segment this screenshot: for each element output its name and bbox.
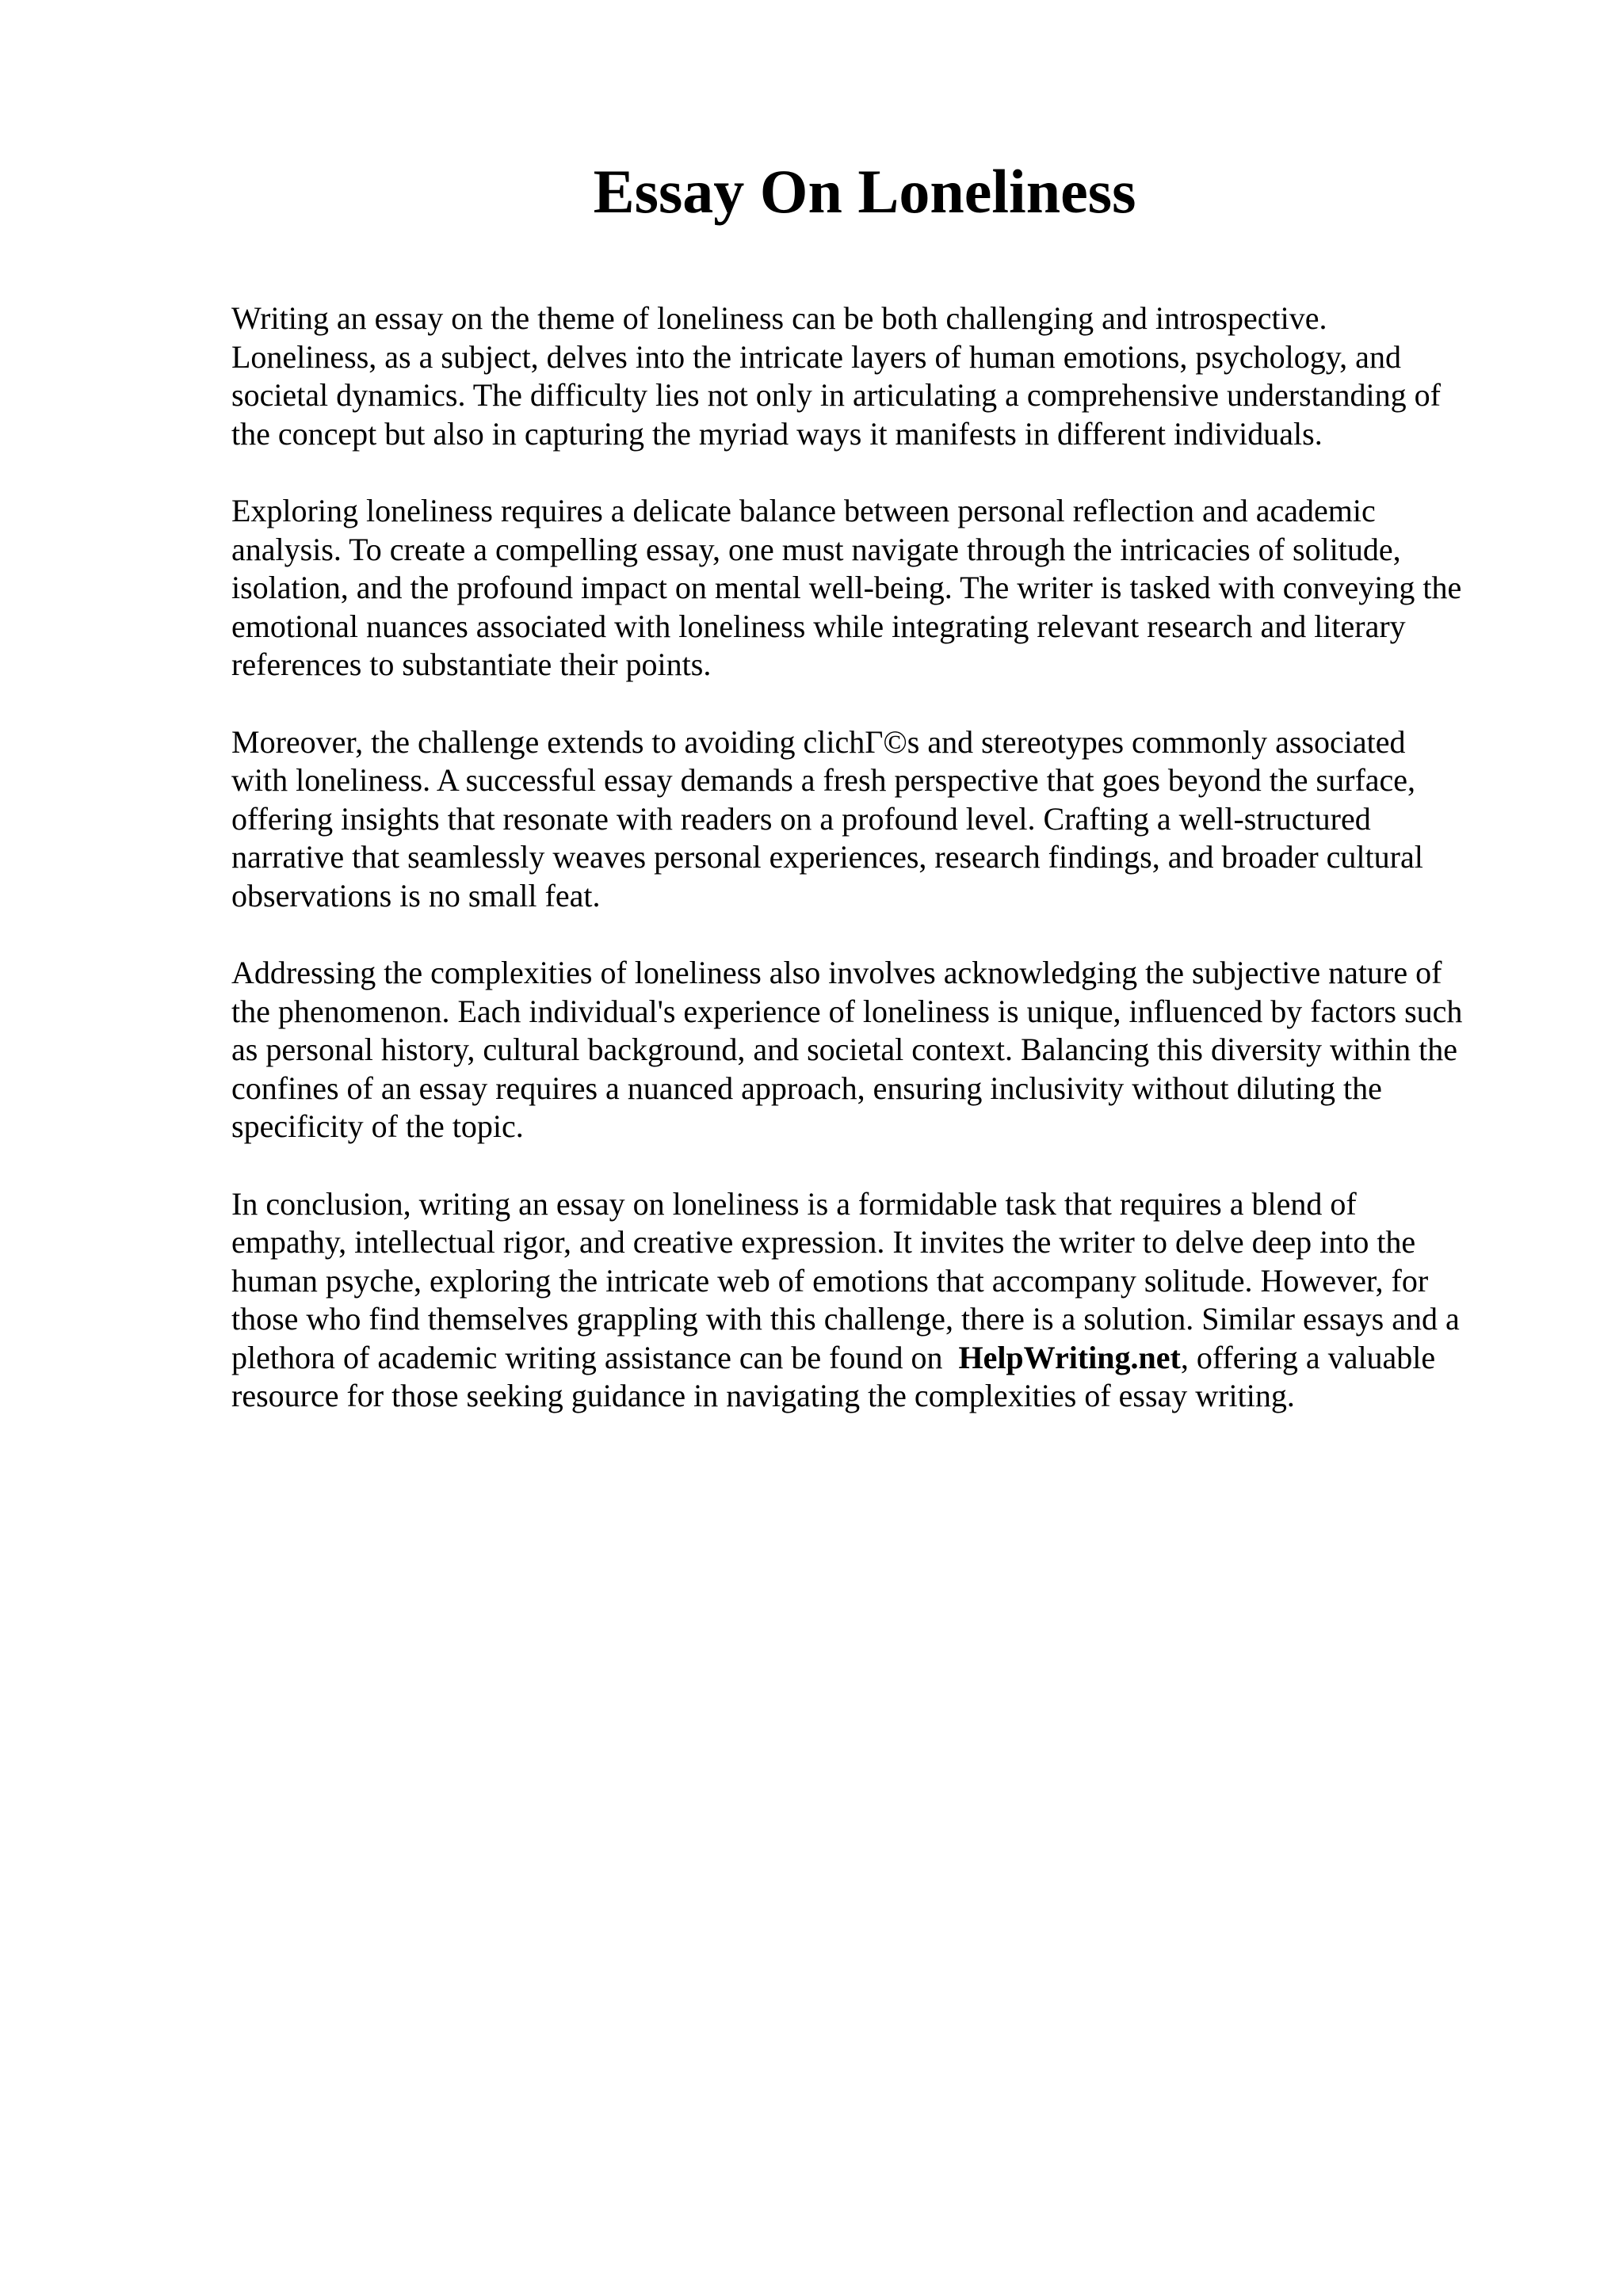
link-trail-text: , offering a valuable (1180, 1339, 1436, 1375)
text-line: narrative that seamlessly weaves personal experiences, research findings, and broader cultural (231, 839, 1423, 875)
helpwriting-link[interactable]: HelpWriting.net (958, 1339, 1181, 1375)
paragraph-1 (231, 299, 1515, 453)
text-line: Writing an essay on the theme of loneliness can be both challenging and introspective. (231, 300, 1327, 336)
text-line: the phenomenon. Each individual's experience of loneliness is unique, influenced by factors such (231, 993, 1463, 1029)
text-line: Addressing the complexities of loneliness also involves acknowledging the subjective nature of (231, 955, 1442, 990)
text-line: confines of an essay requires a nuanced approach, ensuring inclusivity without diluting the (231, 1070, 1382, 1106)
text-line: emotional nuances associated with loneliness while integrating relevant research and literary (231, 608, 1406, 644)
text-line: In conclusion, writing an essay on loneliness is a formidable task that requires a blend of (231, 1185, 1357, 1222)
text-line: isolation, and the profound impact on mental well-being. The writer is tasked with conveying the (231, 570, 1462, 605)
paragraph-conclusion (231, 1185, 1515, 1416)
text-line: references to substantiate their points. (231, 646, 712, 682)
text-line: Loneliness, as a subject, delves into the intricate layers of human emotions, psychology, and (231, 338, 1401, 375)
text-line: observations is no small feat. (231, 877, 601, 913)
text-line: offering insights that resonate with readers on a profound level. Crafting a well-structured (231, 800, 1371, 837)
paragraph-3 (231, 723, 1515, 916)
text-line: human psyche, exploring the intricate web of emotions that accompany solitude. However, for (231, 1262, 1429, 1299)
text-line: as personal history, cultural background, and societal context. Balancing this diversity within the (231, 1032, 1458, 1067)
text-line: empathy, intellectual rigor, and creative expression. It invites the writer to delve deep into the (231, 1224, 1416, 1260)
paragraph-4 (231, 954, 1515, 1146)
link-lead-text: plethora of academic writing assistance can be found on (231, 1339, 951, 1375)
text-line: specificity of the topic. (231, 1108, 524, 1144)
text-line: Exploring loneliness requires a delicate balance between personal reflection and academic (231, 493, 1376, 528)
text-line: societal dynamics. The difficulty lies not only in articulating a comprehensive understanding of (231, 377, 1441, 413)
text-line: resource for those seeking guidance in navigating the complexities of essay writing. (231, 1378, 1295, 1413)
text-line: Moreover, the challenge extends to avoiding clichΓ©s and stereotypes commonly associated (231, 723, 1406, 760)
text-line: analysis. To create a compelling essay, one must navigate through the intricacies of solitude, (231, 531, 1401, 567)
text-line: the concept but also in capturing the myriad ways it manifests in different individuals. (231, 415, 1323, 452)
paragraph-2 (231, 492, 1515, 685)
page-title: Essay On Loneliness (593, 157, 1136, 226)
text-line-with-link (231, 1339, 1515, 1378)
essay-body (231, 299, 1515, 1455)
text-line: those who find themselves grappling with this challenge, there is a solution. Similar essays and a (231, 1301, 1460, 1337)
text-line: with loneliness. A successful essay demands a fresh perspective that goes beyond the surface, (231, 762, 1416, 798)
